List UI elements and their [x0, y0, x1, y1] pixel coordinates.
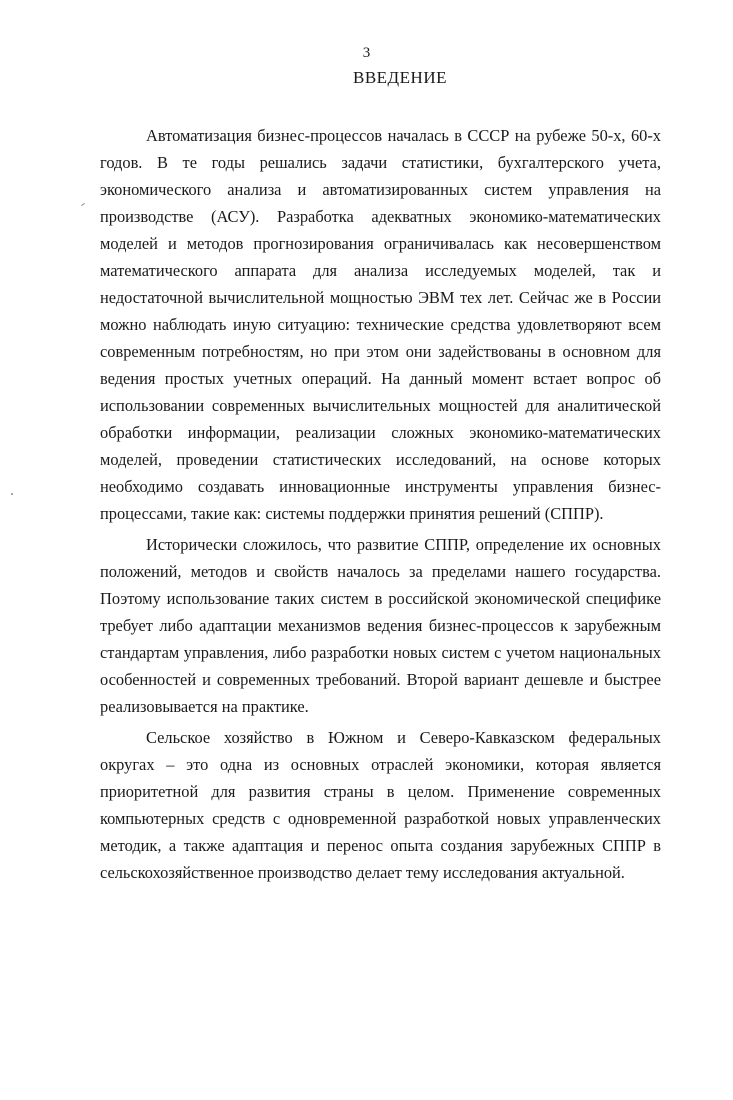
section-heading: ВВЕДЕНИЕ [353, 68, 447, 87]
paragraph-history: Исторически сложилось, что развитие СППР, определение их основных положений, методов и свойств началось за пределами нашего государства. Поэтому использование таких систем в российской экономической специфике требует либо адаптации механизмов ведения бизнес-процессов к зарубежным стандартам управления, либо разработки новых систем с учетом национальных особенностей и современных требований. Второй вариант дешевле и быстрее реализовывается на практике. [100, 535, 661, 716]
scan-speck [11, 493, 13, 495]
body-text [100, 122, 661, 886]
scan-speck [81, 203, 85, 206]
page-number: 3 [362, 45, 371, 61]
paragraph-agriculture: Сельское хозяйство в Южном и Северо-Кавказском федеральных округах – это одна из основных отраслей экономики, которая является приоритетной для развития страны в целом. Применение современных компьютерных средств с одновременной разработкой новых управленческих методик, а также адаптация и перенос опыта создания зарубежных СППР в сельскохозяйственное производство делает тему исследования актуальной. [100, 728, 661, 882]
paragraph-intro: Автоматизация бизнес-процессов началась в СССР на рубеже 50-х, 60-х годов. В те годы решались задачи статистики, бухгалтерского учета, экономического анализа и автоматизированных систем управления на производстве (АСУ). Разработка адекватных экономико-математических моделей и методов прогнозирования ограничивалась как несовершенством математического аппарата для анализа исследуемых моделей, так и недостаточной вычислительной мощностью ЭВМ тех лет. Сейчас же в России можно наблюдать иную ситуацию: технические средства удовлетворяют всем современным потребностям, но при этом они задействованы в основном для ведения простых учетных операций. На данный момент встает вопрос об использовании современных вычислительных мощностей для аналитической обработки информации, реализации сложных экономико-математических моделей, проведении статистических исследований, на основе которых необходимо создавать инновационные инструменты управления бизнес-процессами, такие как: системы поддержки принятия решений (СППР). [100, 126, 661, 523]
